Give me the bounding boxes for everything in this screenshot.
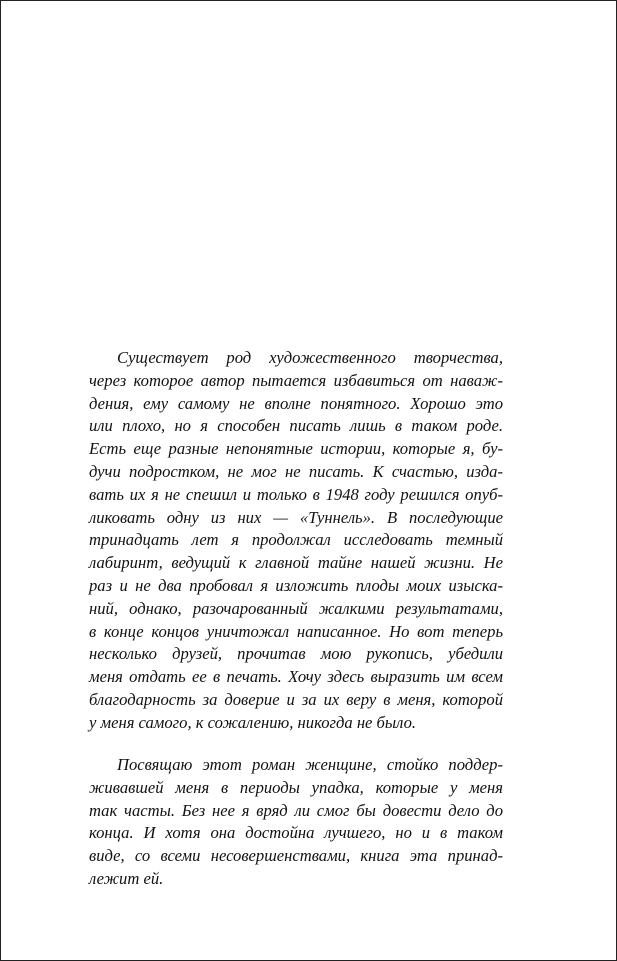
text-line: дучи подростком, не мог не писать. К счастью, изда- — [89, 461, 503, 481]
text-line: несколько друзей, прочитав мою рукопись, убедили — [89, 644, 503, 664]
text-line: ликовать одну из них — «Туннель». В последующие — [89, 507, 503, 527]
text-line: тринадцать лет я продолжал исследовать темный — [89, 530, 503, 550]
text-line: конца. И хотя она достойна лучшего, но и в таком — [89, 823, 503, 843]
text-line: Посвящаю этот роман женщине, стойко поддер- — [117, 755, 503, 774]
text-line: раз и не два пробовал я изложить плоды моих изыска- — [89, 575, 503, 595]
text-line: лежит ей. — [89, 868, 164, 888]
preface-paragraph — [89, 347, 503, 735]
text-line: дения, ему самому не вполне понятного. Хорошо это — [89, 393, 503, 413]
text-line: виде, со всеми несовершенствами, книга эта принад- — [89, 846, 503, 866]
text-line: вать их я не спешил и только в 1948 году решился опуб- — [89, 484, 503, 504]
text-line: или плохо, но я способен писать лишь в таком роде. — [89, 416, 503, 436]
text-line: через которое автор пытается избавиться от наваж- — [89, 370, 503, 390]
text-line: ний, однако, разочарованный жалкими результатами, — [89, 598, 503, 618]
text-line: у меня самого, к сожалению, никогда не было. — [89, 712, 417, 732]
text-line: живавшей меня в периоды упадка, которые у меня — [89, 777, 503, 797]
text-line: Существует род художественного творчества, — [117, 348, 503, 367]
text-line: благодарность за доверие и за их веру в меня, которой — [89, 689, 503, 709]
text-line: меня отдать ее в печать. Хочу здесь выразить им всем — [89, 667, 503, 687]
text-line: так часты. Без нее я вряд ли смог бы довести дело до — [89, 800, 503, 820]
dedication-paragraph — [89, 754, 503, 891]
text-line: в конце концов уничтожал написанное. Но вот теперь — [89, 621, 503, 641]
text-line: лабиринт, ведущий к главной тайне нашей жизни. Не — [89, 553, 503, 573]
text-line: Есть еще разные непонятные истории, которые я, бу- — [89, 439, 503, 459]
